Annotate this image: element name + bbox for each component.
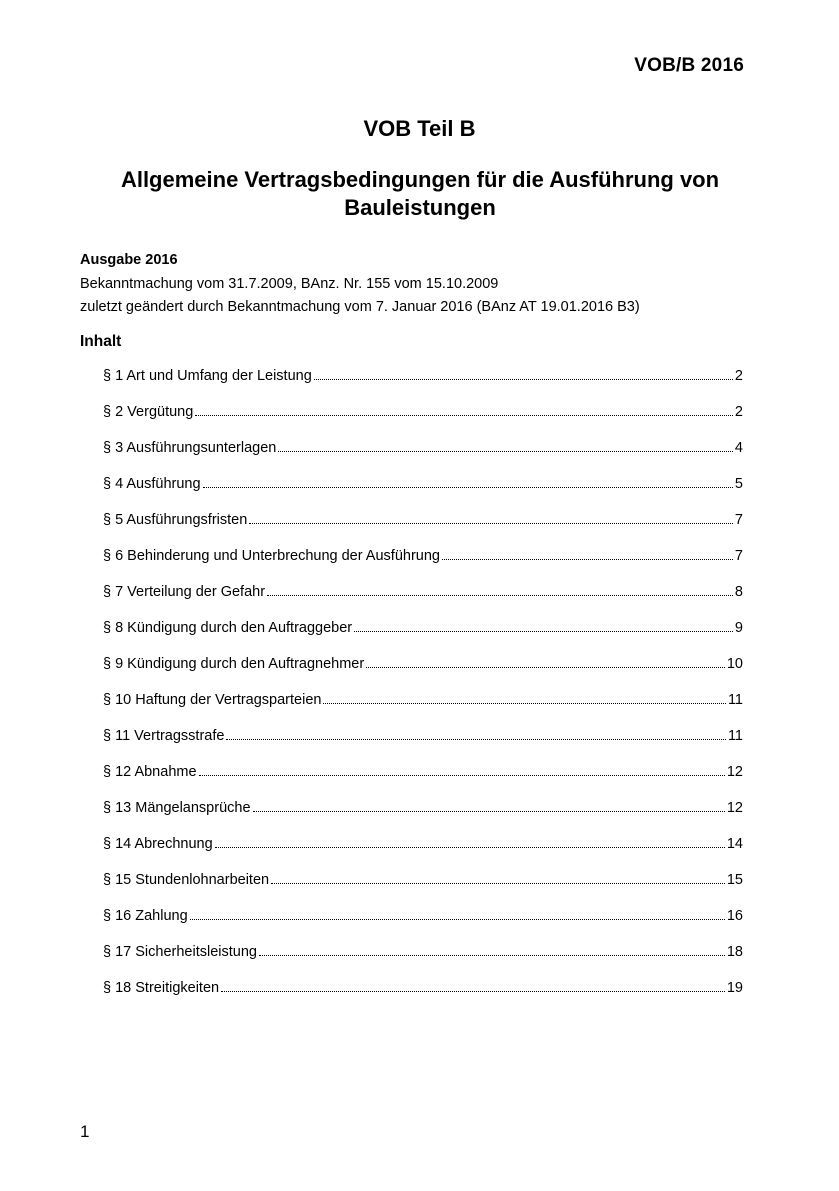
toc-entry[interactable] [103, 617, 743, 653]
toc-leader [215, 846, 725, 848]
toc-entry-page: 11 [727, 728, 743, 744]
toc-entry[interactable] [103, 509, 743, 545]
toc-leader [249, 522, 733, 524]
toc-entry[interactable] [103, 437, 743, 473]
toc-entry[interactable] [103, 941, 743, 977]
toc-entry-page: 12 [726, 764, 743, 780]
toc-leader [190, 918, 725, 920]
toc-heading: Inhalt [80, 333, 122, 350]
toc-entry[interactable] [103, 581, 743, 617]
toc-leader [199, 774, 725, 776]
toc-entry-page: 14 [726, 836, 743, 852]
page-subtitle: Allgemeine Vertragsbedingungen für die Ausführung von Bauleistungen [120, 167, 720, 220]
edition-info [80, 249, 780, 320]
toc-leader [203, 486, 733, 488]
toc-leader [271, 882, 725, 884]
toc-entry-page: 8 [734, 584, 743, 600]
toc-entry-title: § 5 Ausführungsfristen [103, 512, 248, 528]
toc-leader [267, 594, 733, 596]
toc-leader [323, 702, 725, 704]
toc-entry[interactable] [103, 545, 743, 581]
amendment-text: zuletzt geändert durch Bekanntmachung vom 7. Januar 2016 (BAnz AT 19.01.2016 B3) [80, 299, 640, 315]
toc-entry-title: § 17 Sicherheitsleistung [103, 944, 257, 960]
toc-entry[interactable] [103, 761, 743, 797]
toc-entry[interactable] [103, 797, 743, 833]
toc-entry[interactable] [103, 653, 743, 689]
toc-leader [253, 810, 725, 812]
page-title: VOB Teil B [363, 116, 476, 141]
toc-entry[interactable] [103, 977, 743, 1013]
document-id: VOB/B 2016 [634, 55, 744, 76]
toc-leader [366, 666, 725, 668]
toc-entry[interactable] [103, 365, 743, 401]
toc-entry-page: 11 [727, 692, 743, 708]
toc-entry-page: 12 [726, 800, 743, 816]
toc-entry-page: 2 [734, 368, 743, 384]
edition-label: Ausgabe 2016 [80, 252, 178, 268]
toc-entry-page: 10 [726, 656, 743, 672]
page-number: 1 [80, 1122, 90, 1141]
toc-entry-title: § 13 Mängelansprüche [103, 800, 251, 816]
table-of-contents [103, 365, 743, 1013]
toc-entry-page: 7 [734, 548, 743, 564]
toc-entry-page: 2 [734, 404, 743, 420]
toc-entry[interactable] [103, 833, 743, 869]
toc-entry-page: 15 [726, 872, 743, 888]
toc-entry[interactable] [103, 869, 743, 905]
toc-leader [221, 990, 725, 992]
toc-entry-page: 4 [734, 440, 743, 456]
toc-entry-title: § 9 Kündigung durch den Auftragnehmer [103, 656, 365, 672]
toc-leader [442, 558, 733, 560]
toc-entry[interactable] [103, 725, 743, 761]
toc-leader [354, 630, 733, 632]
toc-entry-title: § 18 Streitigkeiten [103, 980, 220, 996]
toc-entry-title: § 7 Verteilung der Gefahr [103, 584, 266, 600]
toc-entry-title: § 15 Stundenlohnarbeiten [103, 872, 270, 888]
toc-leader [259, 954, 725, 956]
toc-entry-page: 16 [726, 908, 743, 924]
toc-entry[interactable] [103, 689, 743, 725]
toc-entry[interactable] [103, 905, 743, 941]
toc-leader [226, 738, 726, 740]
toc-entry-title: § 12 Abnahme [103, 764, 197, 780]
toc-entry-title: § 1 Art und Umfang der Leistung [103, 368, 312, 384]
toc-entry-title: § 2 Vergütung [103, 404, 194, 420]
toc-entry-title: § 6 Behinderung und Unterbrechung der Ausführung [103, 548, 440, 564]
toc-entry-page: 19 [726, 980, 743, 996]
toc-entry-title: § 11 Vertragsstrafe [103, 728, 225, 744]
toc-entry-title: § 14 Abrechnung [103, 836, 213, 852]
toc-entry[interactable] [103, 401, 743, 437]
toc-entry-page: 7 [734, 512, 743, 528]
toc-entry-title: § 3 Ausführungsunterlagen [103, 440, 277, 456]
toc-entry-page: 5 [734, 476, 743, 492]
toc-leader [278, 450, 733, 452]
toc-entry-page: 9 [734, 620, 743, 636]
toc-entry-title: § 8 Kündigung durch den Auftraggeber [103, 620, 353, 636]
toc-entry-title: § 4 Ausführung [103, 476, 201, 492]
toc-entry[interactable] [103, 473, 743, 509]
toc-leader [314, 378, 733, 380]
toc-entry-title: § 10 Haftung der Vertragsparteien [103, 692, 322, 708]
toc-leader [195, 414, 733, 416]
toc-entry-title: § 16 Zahlung [103, 908, 188, 924]
toc-entry-page: 18 [726, 944, 743, 960]
announcement-text: Bekanntmachung vom 31.7.2009, BAnz. Nr. 155 vom 15.10.2009 [80, 275, 499, 292]
